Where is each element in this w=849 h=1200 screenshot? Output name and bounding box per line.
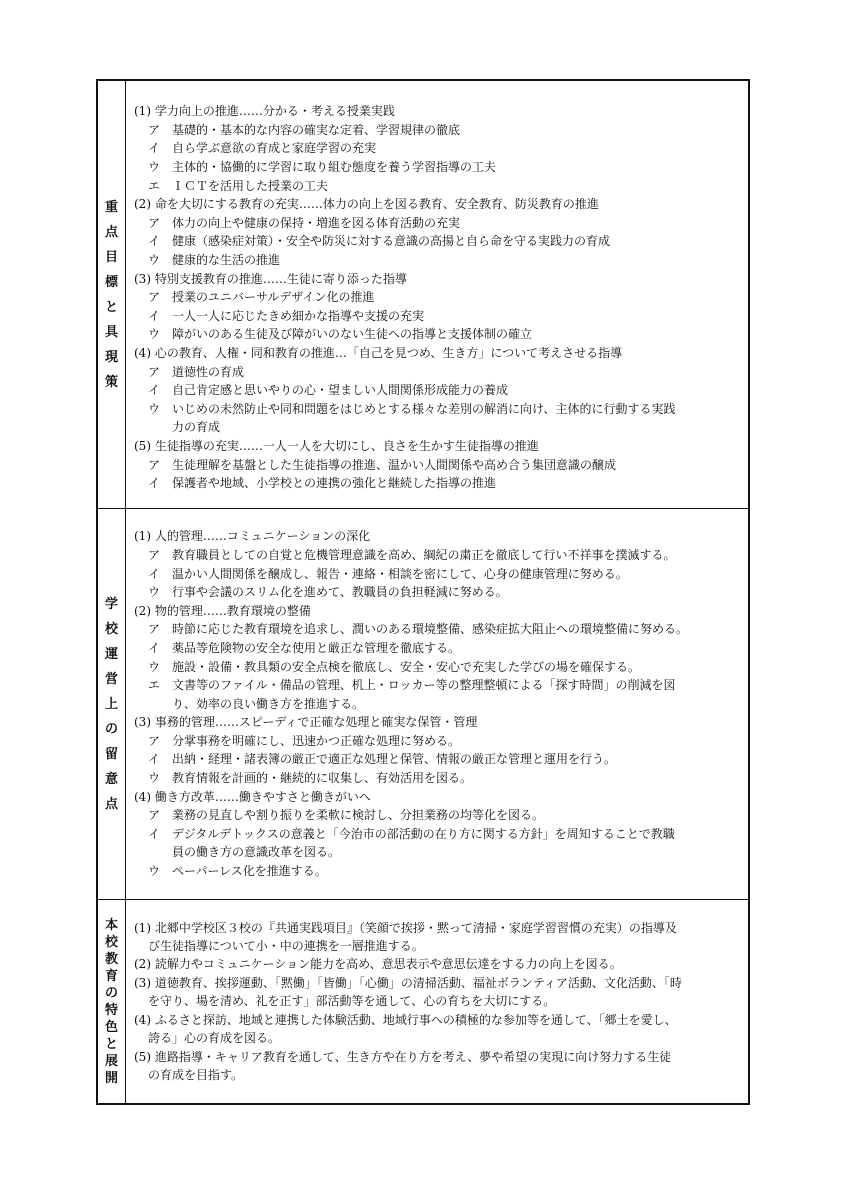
label-char: 色 — [104, 1019, 118, 1035]
item-line: ア 道徳性の育成 — [148, 364, 245, 379]
item-line: イ 保護者や地域、小学校との連携の強化と継続した指導の推進 — [148, 476, 497, 491]
item-line: イ 一人一人に応じたきめ細かな指導や支援の充実 — [148, 308, 425, 323]
heading-line: (1) 人的管理……コミュニケーションの深化 — [134, 529, 371, 544]
label-char: 目 — [104, 249, 118, 265]
item-line: イ 薬品等危険物の安全な使用と厳正な管理を徹底する。 — [148, 640, 461, 655]
item-line: ア 授業のユニバーサルデザイン化の推進 — [148, 290, 375, 305]
label-char: 教 — [104, 951, 118, 967]
section-label — [98, 81, 126, 508]
section-label — [98, 509, 126, 899]
heading-line: (2) 命を大切にする教育の充実……体力の向上を図る教育、安全教育、防災教育の推進 — [134, 197, 599, 212]
section-content — [126, 509, 748, 899]
label-char: 標 — [104, 274, 118, 290]
heading-line: (2) 物的管理……教育環境の整備 — [134, 603, 311, 618]
label-char: 校 — [104, 934, 118, 950]
label-char: 策 — [104, 374, 118, 390]
label-char: 特 — [104, 1002, 118, 1018]
label-char: 営 — [104, 671, 118, 687]
item-line-continued: 力の育成 — [172, 420, 221, 435]
item-line: イ デジタルデトックスの意義と「今治市の部活動の在り方に関する方針」を周知することで教職 — [148, 826, 675, 841]
item-line-continued: 員の働き方の意識改革を図る。 — [172, 845, 341, 860]
heading-line: (4) 心の教育、人権・同和教育の推進…「自己を見つめ、生き方」について考えさせる指導 — [134, 345, 623, 360]
label-char: 現 — [104, 349, 118, 365]
heading-line: (3) 事務的管理……スピーディで正確な処理と確実な保管・管理 — [134, 715, 478, 730]
label-char: 校 — [104, 621, 118, 637]
item-line: ウ 施設・設備・教具類の安全点検を徹底し、安全・安心で充実した学びの場を確保する。 — [148, 659, 641, 674]
section-label — [98, 900, 126, 1103]
label-char: 点 — [104, 796, 118, 812]
item-line-continued: び生徒指導について小・中の連携を一層推進する。 — [148, 939, 424, 954]
label-char: 育 — [104, 968, 118, 984]
item-line: ア 分掌事務を明確にし、迅速かつ正確な処理に努める。 — [148, 733, 461, 748]
item-line: イ 健康（感染症対策）・安全や防災に対する意識の高揚と自ら命を守る実践力の育成 — [148, 234, 611, 249]
section-school-features — [98, 900, 748, 1103]
item-line-continued: り、効率の良い働き方を推進する。 — [172, 696, 365, 711]
item-line: ウ 主体的・協働的に学習に取り組む態度を養う学習指導の工夫 — [148, 160, 497, 175]
policy-table — [96, 79, 750, 1105]
item-line: (2) 読解力やコミュニケーション能力を高め、意思表示や意思伝達をする力の向上を図る。 — [134, 957, 622, 972]
heading-line: (5) 生徒指導の充実……一人一人を大切にし、良さを生かす生徒指導の推進 — [134, 438, 539, 453]
item-line: ア 体力の向上や健康の保持・増進を図る体育活動の充実 — [148, 215, 461, 230]
item-line: ア 業務の見直しや割り振りを柔軟に検討し、分担業務の均等化を図る。 — [148, 808, 545, 823]
section-management-notes — [98, 509, 748, 900]
item-line: イ 自己肯定感と思いやりの心・望ましい人間関係形成能力の養成 — [148, 383, 509, 398]
heading-line: (1) 学力向上の推進……分かる・考える授業実践 — [134, 104, 395, 119]
label-char: 点 — [104, 224, 118, 240]
item-line: イ 温かい人間関係を醸成し、報告・連絡・相談を密にして、心身の健康管理に努める。 — [148, 566, 628, 581]
item-line: (3) 道徳教育、挨拶運動、「黙働」「皆働」「心働」の清掃活動、福祉ボランティア活動、文化活動、「時 — [134, 975, 682, 990]
label-char: と — [104, 1036, 118, 1052]
item-line-continued: 誇る」心の育成を図る。 — [148, 1031, 281, 1046]
section-content — [126, 900, 748, 1103]
label-char: と — [104, 299, 118, 315]
section-priority-measures — [98, 81, 748, 509]
label-char: 具 — [104, 324, 118, 340]
item-line-continued: の育成を目指す。 — [148, 1067, 244, 1082]
item-line: (5) 進路指導・キャリア教育を通して、生き方や在り方を考え、夢や希望の実現に向け努力する生徒 — [134, 1049, 672, 1064]
heading-line: (4) 働き方改革……働きやすさと働きがいへ — [134, 789, 371, 804]
item-line: ウ 行事や会議のスリム化を進めて、教職員の負担軽減に努める。 — [148, 585, 508, 600]
item-line: イ 出納・経理・諸表簿の厳正で適正な処理と保管、情報の厳正な管理と運用を行う。 — [148, 752, 617, 767]
label-char: 上 — [104, 696, 118, 712]
section-content — [126, 81, 748, 508]
item-line: ウ 教育情報を計画的・継続的に収集し、有効活用を図る。 — [148, 771, 473, 786]
item-line: (4) ふるさと探訪、地域と連携した体験活動、地域行事への積極的な参加等を通して、「郷土を愛し、 — [134, 1012, 677, 1027]
label-char: 展 — [104, 1053, 118, 1069]
item-line: (1) 北郷中学校区３校の『共通実践項目』（笑顔で挨拶・黙って清掃・家庭学習習慣の充実）の指導及 — [134, 920, 677, 935]
label-char: 留 — [104, 746, 118, 762]
label-char: の — [104, 721, 118, 737]
item-line: ア 時節に応じた教育環境を追求し、潤いのある環境整備、感染症拡大阻止への環境整備に努める。 — [148, 622, 689, 637]
item-line: ウ 障がいのある生徒及び障がいのない生徒への指導と支援体制の確立 — [148, 327, 533, 342]
label-char: の — [104, 985, 118, 1001]
item-line: ウ いじめの未然防止や同和問題をはじめとする様々な差別の解消に向け、主体的に行動する実践 — [148, 401, 676, 416]
item-line: ウ 健康的な生活の推進 — [148, 253, 281, 268]
item-line: ア 教育職員としての自覚と危機管理意識を高め、綱紀の粛正を徹底して行い不祥事を撲滅する。 — [148, 547, 676, 562]
label-char: 意 — [104, 771, 118, 787]
item-line: ア 基礎的・基本的な内容の確実な定着、学習規律の徹底 — [148, 122, 461, 137]
item-line: ア 生徒理解を基盤とした生徒指導の推進、温かい人間関係や高め合う集団意識の醸成 — [148, 457, 617, 472]
label-char: 本 — [104, 917, 118, 933]
item-line: エ 文書等のファイル・備品の管理、机上・ロッカー等の整理整頓による「探す時間」の削減を図 — [148, 678, 676, 693]
label-char: 学 — [104, 596, 118, 612]
item-line-continued: を守り、場を清め、礼を正す」部活動等を通して、心の育ちを大切にする。 — [148, 994, 556, 1009]
heading-line: (3) 特別支援教育の推進……生徒に寄り添った指導 — [134, 271, 407, 286]
label-char: 運 — [104, 646, 118, 662]
item-line: ウ ペーパーレス化を推進する。 — [148, 864, 327, 879]
item-line: エ ＩＣＴを活用した授業の工夫 — [148, 178, 329, 193]
label-char: 重 — [104, 199, 118, 215]
item-line: イ 自ら学ぶ意欲の育成と家庭学習の充実 — [148, 141, 377, 156]
label-char: 開 — [104, 1070, 118, 1086]
